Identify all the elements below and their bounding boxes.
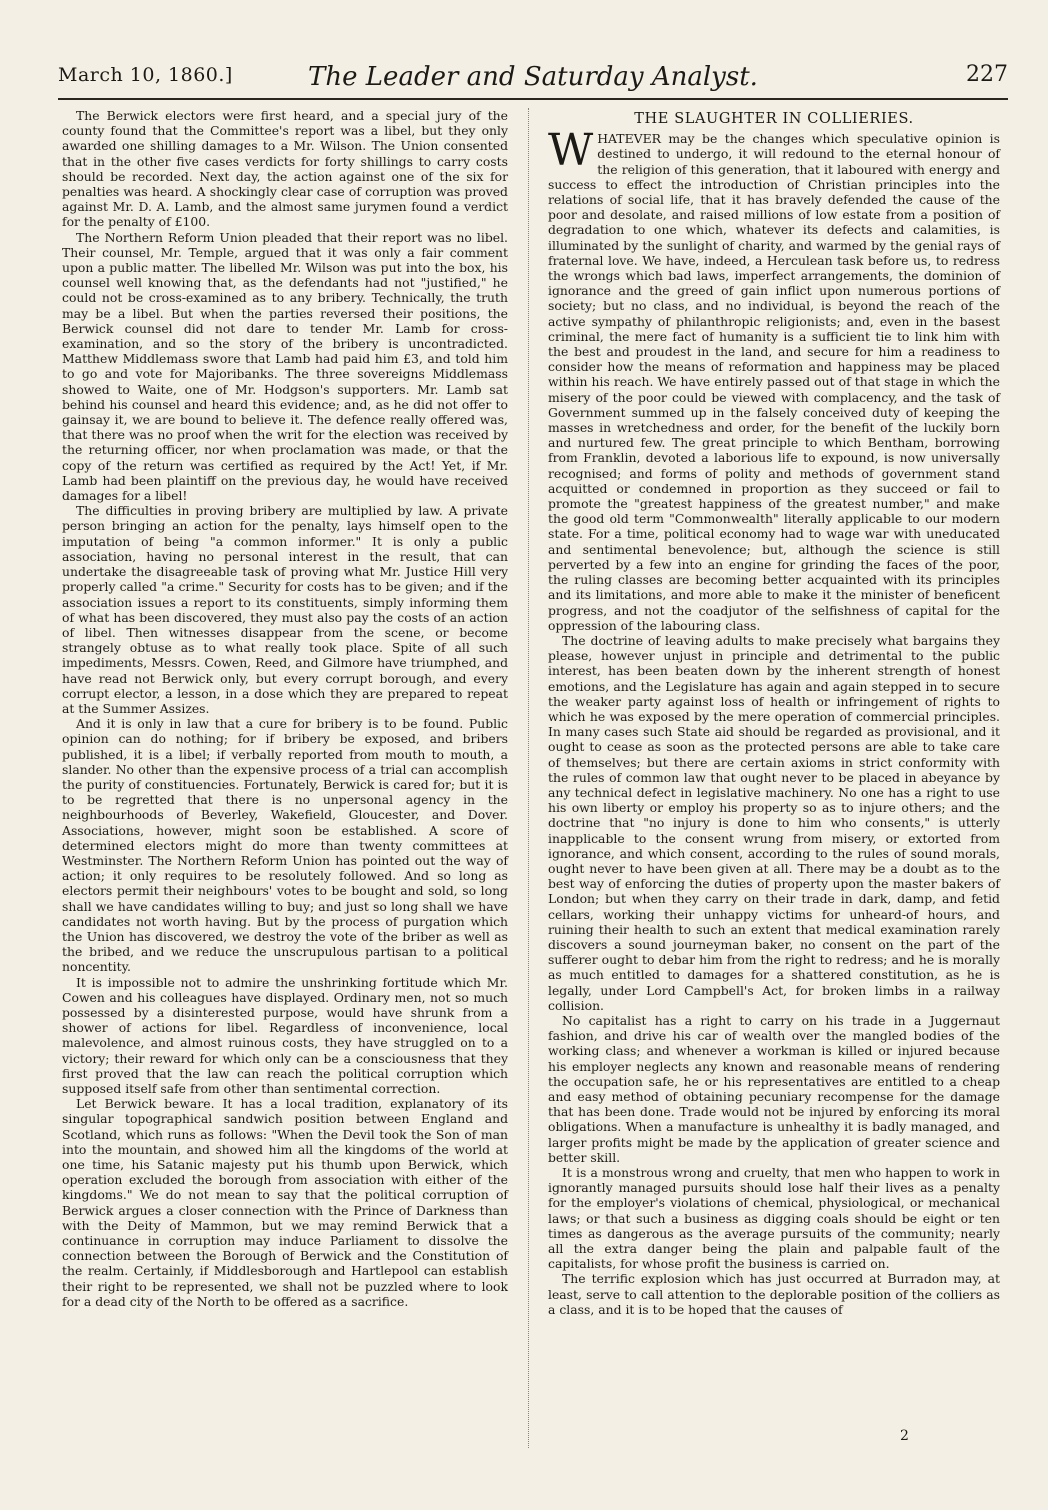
opening-text: HATEVER may be the changes which speculative opinion is destined to undergo, it will redound to the eternal honour of the religion of this generation, that it laboured with energy and success to effect the introduction of Christian principles into the relations of social life, that it has bravely defended the cause of the poor and desolate, and raised millions of low estate from a position of degradation to one which, whatever its defects and calamities, is illuminated by the sunlight of charity, and warmed by the genial rays of fraternal love. We have, indeed, a Herculean task before us, to redress the wrongs which bad laws, imperfect arrangements, the dominion of ignorance and the greed of gain inflict upon numerous portions of society; but no class, and no individual, is beyond the reach of the active sympathy of philanthropic religionists; and, even in the basest criminal, the mere fact of humanity is a sufficient tie to link him with the best and proudest in the land, and secure for him a readiness to consider how the means of reformation and happiness may be placed within his reach. We have entirely passed out of that stage in which the misery of the poor could be viewed with complacency, and the task of Government summed up in the falsely conceived duty of keeping the masses in wretchedness and order, for the benefit of the luckily born and nurtured few. The great principle to which Bentham, borrowing from Franklin, devoted a laborious life to expound, is now universally recognised; and forms of polity and methods of government stand acquitted or condemned in proportion as they succeed or fail to promote the "greatest happiness of the greatest number," and make the good old term "Commonwealth" literally applicable to our modern state. For a time, political economy had to wage war with uneducated and sentimental benevolence; but, although the science is still perverted by a few into an engine for grinding the faces of the poor, the ruling classes are becoming better acquainted with its principles and its limitations, and more able to make it the minister of beneficent progress, and not the coadjutor of the selfishness of capital for the oppression of the labouring class. <box>548 131 1000 633</box>
column-divider <box>528 108 529 1448</box>
article-heading: THE SLAUGHTER IN COLLIERIES. <box>634 111 914 127</box>
paragraph: The doctrine of leaving adults to make precisely what bargains they please, however unjust in principle and detrimental to the public interest, has been beaten down by the inherent strength of honest emotions, and the Legislature has again and again stepped in to secure the weaker party against loss of health or infringement of rights to which he was exposed by the mere operation of commercial principles. In many cases such State aid should be regarded as provisional, and it ought to cease as soon as the protected persons are able to take care of themselves; but there are certain axioms in strict conformity with the rules of common law that ought never to be placed in abeyance by any technical defect in legislative machinery. No one has a right to use his own liberty or employ his property so as to injure others; and the doctrine that "no injury is done to him who consents," is utterly inapplicable to the consent wrung from misery, or extorted from ignorance, and which consent, according to the rules of sound morals, ought never to have been given at all. There may be a doubt as to the best way of enforcing the duties of property upon the master bakers of London; but when they carry on their trade in dark, damp, and fetid cellars, working their unhappy victims for unheard-of hours, and ruining their health to such an extent that medical examination rarely discovers a sound journeyman baker, no consent on the part of the sufferer ought to debar him from the right to redress; and he is morally as much entitled to damages for a shattered constitution, as he is legally, under Lord Campbell's Act, for broken limbs in a railway collision. <box>548 632 1000 1013</box>
page-number: 227 <box>966 62 1008 87</box>
paragraph: And it is only in law that a cure for bribery is to be found. Public opinion can do nothing; for if bribery be exposed, and bribers published, it is a libel; if verbally reported from mouth to mouth, a slander. No other than the expensive process of a trial can accomplish the purity of constituencies. Fortunately, Berwick is cared for; but it is to be regretted that there is no unpersonal agency in the neighbourhoods of Beverley, Wakefield, Gloucester, and Dover. Associations, however, might soon be established. A score of determined electors might do more than twenty committees at Westminster. The Northern Reform Union has pointed out the way of action; it only requires to be resolutely followed. And so long as electors permit their neighbours' votes to be bought and sold, so long shall we have candidates willing to buy; and just so long shall we have candidates not worth having. But by the process of purgation which the Union has discovered, we destroy the vote of the briber as well as the bribed, and we reduce the unscrupulous partisan to a political noncentity. <box>62 716 508 975</box>
paragraph: It is a monstrous wrong and cruelty, that men who happen to work in ignorantly managed pursuits should lose half their lives as a penalty for the employer's violations of chemical, physiological, or mechanical laws; or that such a business as digging coals should be eight or ten times as dangerous as the average pursuits of the community; nearly all the extra danger being the plain and palpable fault of the capitalists, for whose profit the business is carried on. <box>548 1165 1000 1272</box>
signature-mark: 2 <box>900 1428 909 1444</box>
paragraph: The difficulties in proving bribery are multiplied by law. A private person bringing an action for the penalty, lays himself open to the imputation of being "a common informer." It is only a public association, having no personal interest in the result, that can undertake the disagreeable task of proving what Mr. Justice Hill very properly called "a crime." Security for costs has to be given; and if the association issues a report to its constituents, simply informing them of what has been discovered, they must also pay the costs of an action of libel. Then witnesses disappear from the scene, or become strangely obtuse as to what really took place. Spite of all such impediments, Messrs. Cowen, Reed, and Gilmore have triumphed, and have read not Berwick only, but every corrupt borough, and every corrupt elector, a lesson, in a dose which they are prepared to repeat at the Summer Assizes. <box>62 503 508 716</box>
paragraph: It is impossible not to admire the unshrinking fortitude which Mr. Cowen and his colleagues have displayed. Ordinary men, not so much possessed by a disinterested purpose, would have shrunk from a shower of actions for libel. Regardless of inconvenience, local malevolence, and almost ruinous costs, they have struggled on to a victory; their reward for which only can be a consciousness that they first proved that the law can reach the political corruption which supposed itself safe from other than sentimental correction. <box>62 974 508 1096</box>
paragraph: No capitalist has a right to carry on his trade in a Juggernaut fashion, and drive his car of wealth over the mangled bodies of the working class; and whenever a workman is killed or injured because his employer neglects any known and reasonable means of rendering the occupation safe, he or his representatives are entitled to a cheap and easy method of obtaining pecuniary recompense for the damage that has been done. Trade would not be injured by enforcing its moral obligations. When a manufacture is unhealthy it is badly managed, and larger profits might be made by the application of greater science and better skill. <box>548 1012 1000 1165</box>
publication-title: The Leader and Saturday Analyst. <box>308 62 758 92</box>
page-header <box>58 56 1008 100</box>
drop-cap: W <box>548 125 594 177</box>
issue-date: March 10, 1860.] <box>58 64 233 86</box>
paragraph: The Northern Reform Union pleaded that their report was no libel. Their counsel, Mr. Temple, argued that it was only a fair comment upon a public matter. The libelled Mr. Wilson was put into the box, his counsel well knowing that, as the defendants had not "justified," he could not be cross-examined as to any bribery. Technically, the truth may be a libel. But when the parties reversed their positions, the Berwick counsel did not dare to tender Mr. Lamb for cross-examination, and so the story of the bribery is uncontradicted. Matthew Middlemass swore that Lamb had paid him £3, and told him to go and vote for Majoribanks. The three sovereigns Middlemass showed to Waite, one of Mr. Hodgson's supporters. Mr. Lamb sat behind his counsel and heard this evidence; and, as he did not offer to gainsay it, we are bound to believe it. The defence really offered was, that there was no proof when the writ for the election was received by the returning officer, nor when proclamation was made, or that the copy of the return was certified as required by the Act! Yet, if Mr. Lamb had been plaintiff on the previous day, he would have received damages for a libel! <box>62 229 508 504</box>
left-column <box>62 108 508 1309</box>
right-column <box>548 108 1000 1317</box>
paragraph: The Berwick electors were first heard, and a special jury of the county found that the Committee's report was a libel, but they only awarded one shilling damages to a Mr. Wilson. The Union consented that in the other five cases verdicts for forty shillings to carry costs should be recorded. Next day, the action against one of the six for penalties was heard. A shockingly clear case of corruption was proved against Mr. D. A. Lamb, and the almost same jurymen found a verdict for the penalty of £100. <box>62 108 508 230</box>
paragraph: The terrific explosion which has just occurred at Burradon may, at least, serve to call attention to the deplorable position of the colliers as a class, and it is to be hoped that the causes of <box>548 1271 1000 1317</box>
opening-paragraph <box>548 125 1000 633</box>
paragraph: Let Berwick beware. It has a local tradition, explanatory of its singular topographical sandwich position between England and Scotland, which runs as follows: "When the Devil took the Son of man into the mountain, and showed him all the kingdoms of the world at one time, his Satanic majesty put his thumb upon Berwick, which operation excluded the borough from association with either of the kingdoms." We do not mean to say that the political corruption of Berwick argues a closer connection with the Prince of Darkness than with the Deity of Mammon, but we may remind Berwick that a continuance in corruption may induce Parliament to dissolve the connection between the Borough of Berwick and the Constitution of the realm. Certainly, if Middlesborough and Hartlepool can establish their right to be represented, we shall not be puzzled where to look for a dead city of the North to be offered as a sacrifice. <box>62 1096 508 1309</box>
